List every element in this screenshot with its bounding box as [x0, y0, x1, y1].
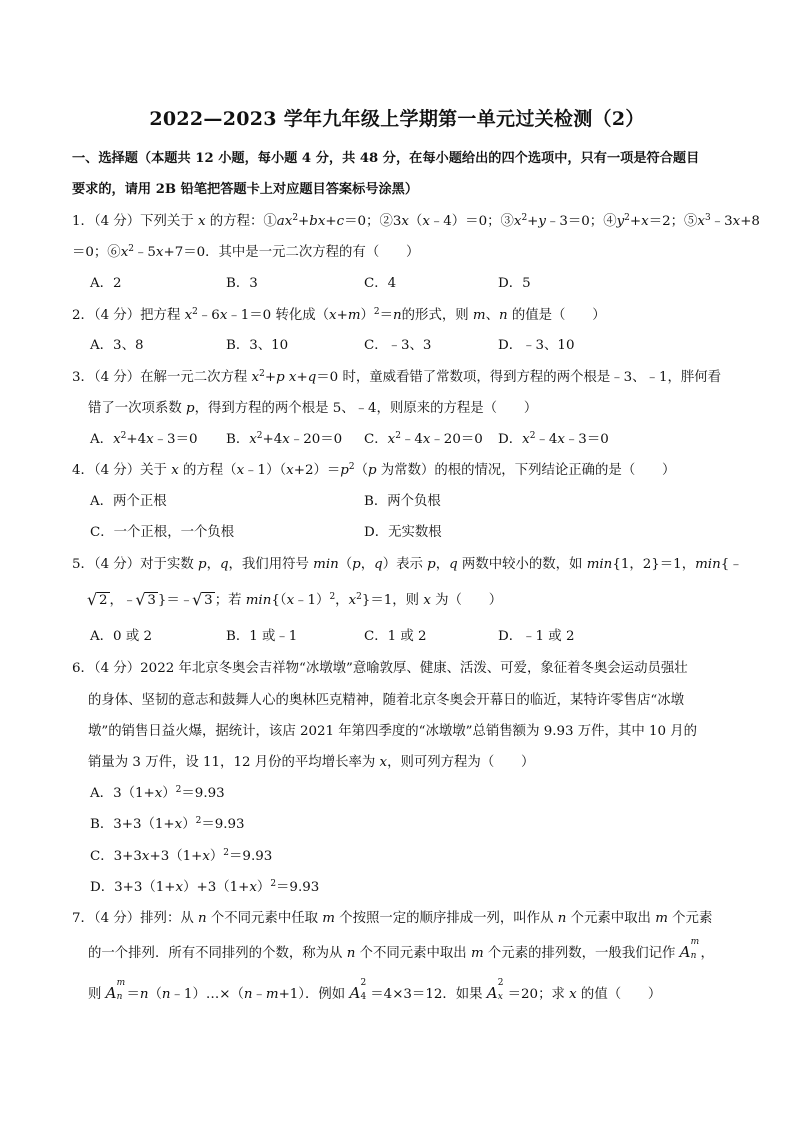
- question-5-line-2: √ 2 ，﹣√ 3 }＝﹣√ 3 ；若 min{（x﹣1）$^2$，$x^2\}=1$，则 x 为（ ）: [88, 589, 502, 608]
- q2-option-c[interactable]: C．﹣3、3: [364, 338, 432, 353]
- q4-option-d[interactable]: D．无实数根: [364, 525, 442, 540]
- question-1-line-2: ＝0；$⑥x^2﹣5x+7=0$．其中是一元二次方程的有（ ）: [72, 244, 420, 260]
- q2-option-b[interactable]: B．3、10: [226, 338, 289, 353]
- question-6-line-4: 销量为 3 万件，设 11，12 月份的平均增长率为 x，则可列方程为（ ）: [88, 755, 535, 770]
- q2-option-a[interactable]: A．3、8: [90, 338, 144, 353]
- q1-option-d[interactable]: D．5: [498, 276, 531, 291]
- q3-option-a[interactable]: A．$x^2+4x﹣3=0$: [90, 431, 198, 447]
- q1-option-c[interactable]: C．4: [364, 276, 397, 291]
- question-7-line-2: 的一个排列．所有不同排列的个数，称为从 n 个不同元素中取出 m 个元素的排列数，一般我们记作 A m n ，: [88, 937, 714, 961]
- q4-option-b[interactable]: B．两个负根: [364, 494, 441, 509]
- question-3-line-2: 错了一次项系数 p，得到方程的两个根是 5、﹣4，则原来的方程是（ ）: [88, 401, 538, 416]
- question-7-line-1: 7．（4 分）排列：从 n 个不同元素中任取 m 个按照一定的顺序排成一列，叫作从 n 个元素中取出 m 个元素: [72, 911, 713, 926]
- q5-option-b[interactable]: B．1 或﹣1: [226, 629, 298, 644]
- q6-option-a[interactable]: A．$3(1+x)^2=9.93$: [90, 785, 225, 801]
- question-4-line-1: 4．（4 分）关于 x 的方程$(x﹣1)(x+2)=p^2(p$ 为常数）的根的情况，下列结论正确的是（ ）: [72, 462, 676, 478]
- q2-option-d[interactable]: D．﹣3、10: [498, 338, 575, 353]
- page-title: 2022—2023 学年九年级上学期第一单元过关检测（2）: [149, 108, 645, 130]
- q3-option-c[interactable]: C．$x^2﹣4x﹣20=0$: [364, 431, 483, 447]
- q5-option-c[interactable]: C．1 或 2: [364, 629, 427, 644]
- q4-option-a[interactable]: A．两个正根: [90, 494, 167, 509]
- q1-option-b[interactable]: B．3: [226, 276, 258, 291]
- question-7-line-3: 则 A m n ＝n（n﹣1）…×（n﹣m+1）．例如 A 2 4 ＝4×3＝12．如果 A 2 x ＝20；求 x 的值（ ）: [88, 978, 662, 1002]
- question-6-line-1: 6．（4 分）2022 年北京冬奥会吉祥物“冰墩墩”意喻敦厚、健康、活泼、可爱，象征着冬奥会运动员强壮: [72, 661, 688, 676]
- q4-option-c[interactable]: C．一个正根，一个负根: [90, 525, 235, 540]
- question-3-line-1: 3．（4 分）在解一元二次方程 $x^2+p$ x+q＝0 时，童威看错了常数项，得到方程的两个根是﹣3、﹣1，胖何看: [72, 369, 722, 385]
- q5-option-d[interactable]: D．﹣1 或 2: [498, 629, 575, 644]
- section-header-line-1: 一、选择题（本题共 12 小题，每小题 4 分，共 48 分，在每小题给出的四个选项中，只有一项是符合题目: [72, 151, 700, 166]
- question-6-line-2: 的身体、坚韧的意志和鼓舞人心的奥林匹克精神，随着北京冬奥会开幕日的临近，某特许零售店“冰墩: [88, 693, 685, 708]
- q1-option-a[interactable]: A．2: [90, 276, 122, 291]
- question-2-line-1: 2．（4 分）把方程 $x^2﹣6x﹣1=0$ 转化成$(x+m)^2=n$的形式，则 m、n 的值是（ ）: [72, 307, 606, 323]
- q3-option-b[interactable]: B．$x^2+4x﹣20=0$: [226, 431, 343, 447]
- question-5-line-1: 5．（4 分）对于实数 p，q，我们用符号 min（p，q）表示 p，q 两数中较小的数，如 min{1，2}＝1，min{﹣: [72, 557, 743, 572]
- q6-option-b[interactable]: B．$3+3(1+x)^2=9.93$: [90, 816, 245, 832]
- section-header-line-2: 要求的，请用 2B 铅笔把答题卡上对应题目答案标号涂黑）: [72, 182, 419, 197]
- q6-option-c[interactable]: C．$3+3x+3(1+x)^2=9.93$: [90, 848, 273, 864]
- question-6-line-3: 墩”的销售日益火爆，据统计，该店 2021 年第四季度的“冰墩墩”总销售额为 9.93 万件，其中 10 月的: [88, 724, 698, 739]
- q6-option-d[interactable]: D．$3+3(1+x)+3(1+x)^2=9.93$: [90, 879, 320, 895]
- question-1-line-1: 1．（4 分）下列关于 x 的方程：$①ax^2+bx+c=0$；②3x（x﹣4）＝0；$③x^2+y﹣3=0$；$④y^2+x=2$；$⑤x^3﹣3x+8$: [72, 213, 760, 229]
- q3-option-d[interactable]: D．$x^2﹣4x﹣3=0$: [498, 431, 609, 447]
- q5-option-a[interactable]: A．0 或 2: [90, 629, 153, 644]
